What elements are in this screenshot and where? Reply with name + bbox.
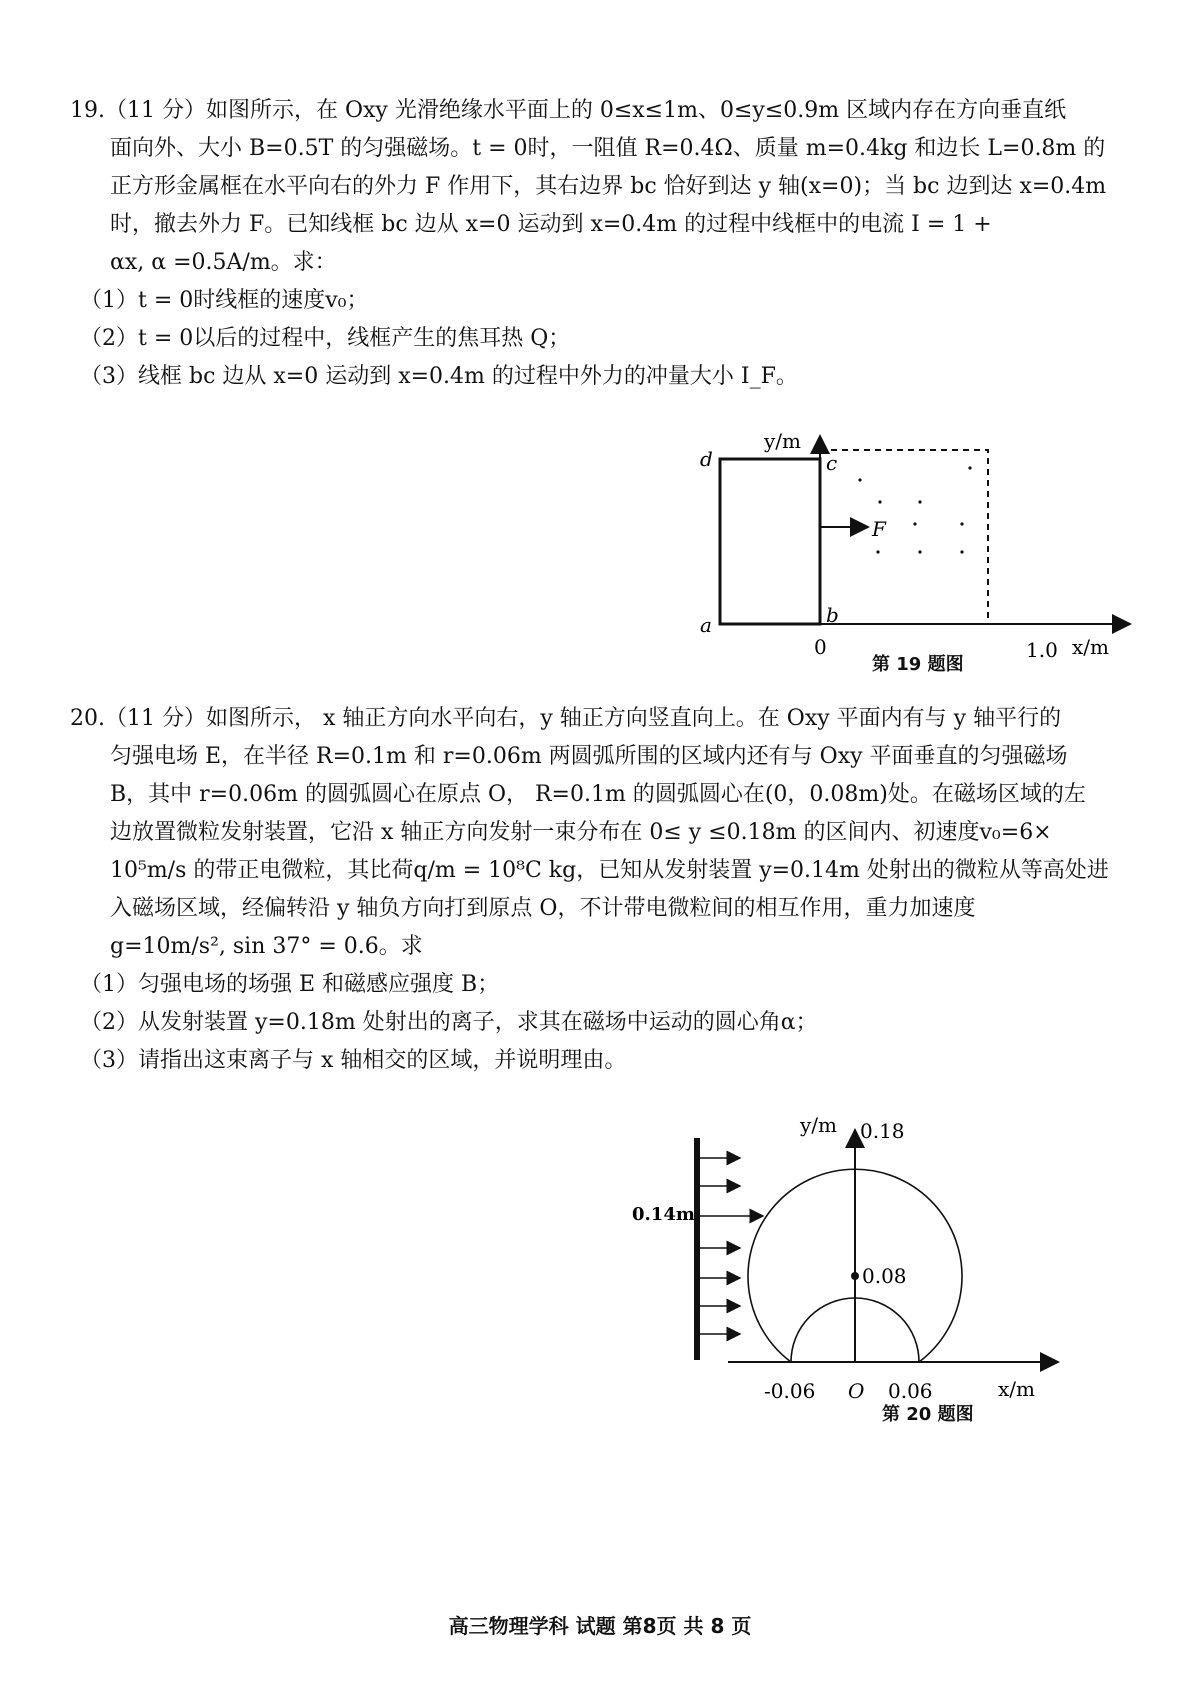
fig19-label-c: c [826, 451, 838, 475]
fig20-y-axis-label: y/m [800, 1113, 838, 1137]
problem-19-question-3: （3）线框 bc 边从 x=0 运动到 x=0.4m 的过程中外力的冲量大小 I_F。 [80, 364, 798, 389]
figure-20-caption: 第 20 题图 [882, 1404, 974, 1425]
problem-19-line-5: αx, α =0.5A/m。求： [110, 250, 337, 275]
problem-20-line-2: 匀强电场 E，在半径 R=0.1m 和 r=0.06m 两圆弧所围的区域内还有与 Oxy 平面垂直的匀强磁场 [110, 744, 1068, 769]
fig19-label-b: b [826, 603, 839, 627]
fig19-field-region [820, 450, 988, 624]
problem-20-line-7: g=10m/s², sin 37° = 0.6。求 [110, 934, 423, 959]
problem-19 [70, 92, 1160, 396]
figure-20 [632, 1108, 1158, 1428]
problem-19-line-3: 正方形金属框在水平向右的外力 F 作用下，其右边界 bc 恰好到达 y 轴(x=0)；当 bc 边到达 x=0.4m [110, 174, 1107, 199]
fig20-top-label: 0.18 [860, 1119, 905, 1143]
problem-20-line-5: 10⁵m/s 的带正电微粒，其比荷q/m = 10⁸C kg，已知从发射装置 y=0.14m 处射出的微粒从等高处进 [110, 858, 1109, 883]
problem-20-line-3: B，其中 r=0.06m 的圆弧圆心在原点 O， R=0.1m 的圆弧圆心在(0，0.08m)处。在磁场区域的左 [110, 782, 1086, 807]
fig19-label-d: d [700, 447, 713, 471]
problem-19-question-1: （1）t = 0时线框的速度v₀； [80, 288, 369, 313]
problem-20-question-2: （2）从发射装置 y=0.18m 处射出的离子，求其在磁场中运动的圆心角α； [80, 1010, 818, 1035]
fig19-y-axis-label: y/m [764, 429, 802, 453]
problem-19-line-2: 面向外、大小 B=0.5T 的匀强磁场。t = 0时，一阻值 R=0.4Ω、质量 m=0.4kg 和边长 L=0.8m 的 [110, 136, 1106, 161]
fig19-origin-label: 0 [814, 635, 827, 659]
problem-19-line-4: 时，撤去外力 F。已知线框 bc 边从 x=0 运动到 x=0.4m 的过程中线框中的电流 I = 1 + [110, 212, 992, 237]
fig20-origin-label: O [848, 1379, 865, 1403]
problem-20-line-6: 入磁场区域，经偏转沿 y 轴负方向打到原点 O，不计带电微粒间的相互作用，重力加速度 [110, 896, 976, 921]
fig20-x-neg-label: -0.06 [764, 1379, 816, 1403]
figure-19-caption: 第 19 题图 [872, 654, 964, 675]
fig20-center-label: 0.08 [862, 1264, 907, 1288]
problem-20 [70, 700, 1160, 1080]
fig20-x-pos-label: 0.06 [888, 1379, 933, 1403]
fig19-x-axis-label: x/m [1072, 635, 1109, 659]
page-footer: 高三物理学科 试题 第8页 共 8 页 [448, 1614, 752, 1638]
fig19-metal-frame [720, 459, 820, 624]
fig20-x-axis-label: x/m [998, 1377, 1035, 1401]
problem-20-question-3: （3）请指出这束离子与 x 轴相交的区域，并说明理由。 [80, 1048, 627, 1073]
fig19-x-tick-label: 1.0 [1026, 638, 1058, 662]
fig20-left-label: 0.14m [632, 1204, 695, 1225]
fig20-center-dot [851, 1272, 859, 1280]
problem-20-line-1: 20.（11 分）如图所示， x 轴正方向水平向右，y 轴正方向竖直向上。在 Oxy 平面内有与 y 轴平行的 [70, 706, 1062, 731]
fig20-emitter-plate [694, 1138, 700, 1360]
problem-20-line-4: 边放置微粒发射装置，它沿 x 轴正方向发射一束分布在 0≤ y ≤0.18m 的区间内、初速度v₀=6× [110, 820, 1052, 845]
fig19-force-label: F [872, 517, 886, 541]
problem-19-line-1: 19.（11 分）如图所示，在 Oxy 光滑绝缘水平面上的 0≤x≤1m、0≤y≤0.9m 区域内存在方向垂直纸 [70, 98, 1067, 123]
fig20-emitter-arrows [700, 1158, 763, 1334]
problem-20-question-1: （1）匀强电场的场强 E 和磁感应强度 B； [80, 972, 500, 997]
fig19-label-a: a [700, 613, 712, 637]
figure-19 [680, 429, 1140, 672]
problem-19-question-2: （2）t = 0以后的过程中，线框产生的焦耳热 Q； [80, 326, 571, 351]
